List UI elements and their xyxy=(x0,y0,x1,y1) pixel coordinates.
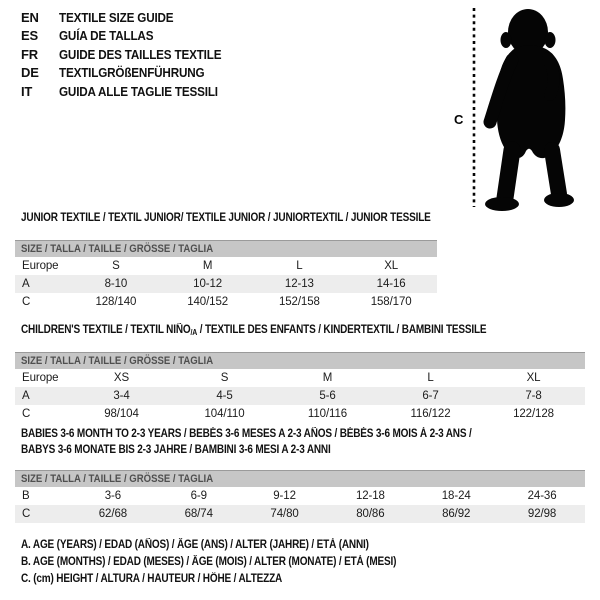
size-cell: 74/80 xyxy=(270,508,299,520)
size-cell: 158/170 xyxy=(370,296,412,308)
size-header-label: SIZE / TALLA / TAILLE / GRÖSSE / TAGLIA xyxy=(21,355,214,367)
size-cell: S xyxy=(112,260,120,272)
language-label-text: TEXTILGRÖßENFÜHRUNG xyxy=(59,65,205,81)
size-header-label: SIZE / TALLA / TAILLE / GRÖSSE / TAGLIA xyxy=(21,473,214,485)
babies-size-table xyxy=(15,470,585,523)
size-cell: 92/98 xyxy=(527,508,557,520)
row-label-cell: C xyxy=(22,508,31,520)
language-item-de xyxy=(21,64,239,83)
junior-section-title-text: JUNIOR TEXTILE / TEXTIL JUNIOR/ TEXTILE JUNIOR / JUNIORTEXTIL / JUNIOR TESSILE xyxy=(21,212,431,224)
language-label-text: GUIDE DES TAILLES TEXTILE xyxy=(59,46,222,62)
note-c-text: C. (cm) HEIGHT / ALTURA / HAUTEUR / HÖHE / ALTEZZA xyxy=(21,573,283,586)
language-label-text: GUIDA ALLE TAGLIE TESSILI xyxy=(59,83,218,99)
row-label-cell: B xyxy=(22,490,30,502)
language-label xyxy=(59,28,164,43)
row-label-cell: C xyxy=(22,296,31,308)
size-cell: 68/74 xyxy=(184,508,213,520)
language-item-fr xyxy=(21,45,239,64)
language-list xyxy=(21,8,239,101)
language-label xyxy=(59,65,221,80)
note-b xyxy=(21,556,452,573)
size-cell: 110/116 xyxy=(307,408,348,420)
size-cell: M xyxy=(202,260,213,272)
language-label xyxy=(59,10,186,25)
language-label xyxy=(59,47,239,62)
note-a-text: A. AGE (YEARS) / EDAD (AÑOS) / ÂGE (ANS) / ALTER (JAHRE) / ETÀ (ANNI) xyxy=(21,539,369,551)
table-row-height xyxy=(15,405,585,423)
children-title-subscript: /A xyxy=(190,328,198,337)
row-label-cell: C xyxy=(22,408,31,420)
size-cell: 8-10 xyxy=(104,278,128,290)
size-header-bar xyxy=(15,240,437,257)
size-header-bar xyxy=(15,352,585,369)
size-cell: XL xyxy=(526,372,541,384)
table-row-height xyxy=(15,505,585,523)
children-table-grid xyxy=(15,369,585,423)
language-code: ES xyxy=(21,28,38,44)
language-label-text: GUÍA DE TALLAS xyxy=(59,28,154,44)
size-cell: 128/140 xyxy=(95,296,137,308)
size-header-label: SIZE / TALLA / TAILLE / GRÖSSE / TAGLIA xyxy=(21,243,214,255)
row-label-cell: Europe xyxy=(22,260,59,272)
size-cell: 6-7 xyxy=(422,390,439,402)
size-cell: 140/152 xyxy=(187,296,229,308)
row-label-cell: A xyxy=(22,278,30,290)
table-row-age xyxy=(15,387,585,405)
children-size-table xyxy=(15,352,585,423)
language-item-it xyxy=(21,82,239,101)
size-cell: L xyxy=(427,372,434,384)
children-title-suffix: / TEXTILE DES ENFANTS / KINDERTEXTIL / BAMBINI TESSILE xyxy=(197,324,487,336)
size-header-bar xyxy=(15,470,585,487)
junior-section-title xyxy=(21,212,492,225)
size-cell: XS xyxy=(113,372,130,384)
note-a xyxy=(21,539,452,556)
table-row-age-months xyxy=(15,487,585,505)
table-row-age xyxy=(15,275,437,293)
language-code: DE xyxy=(21,65,39,81)
size-cell: 18-24 xyxy=(441,490,471,502)
measure-label-c: C xyxy=(454,112,464,127)
size-cell: S xyxy=(220,372,229,384)
babies-section-title xyxy=(21,426,539,458)
size-cell: 80/86 xyxy=(356,508,385,520)
row-label-cell: A xyxy=(22,390,30,402)
children-section-title-text xyxy=(21,324,486,339)
baby-figure xyxy=(452,2,600,214)
babies-table-grid xyxy=(15,487,585,523)
size-cell: 12-18 xyxy=(355,490,385,502)
size-cell: 5-6 xyxy=(319,390,336,402)
size-cell: 12-13 xyxy=(284,278,314,290)
language-code: IT xyxy=(21,83,33,99)
size-cell: 14-16 xyxy=(376,278,406,290)
size-cell: L xyxy=(296,260,303,272)
size-cell: 98/104 xyxy=(104,408,139,420)
legend-notes xyxy=(21,539,452,591)
size-cell: 6-9 xyxy=(190,490,207,502)
size-cell: 9-12 xyxy=(273,490,296,502)
size-cell: 116/122 xyxy=(410,408,451,420)
row-label-cell: Europe xyxy=(22,372,59,384)
language-label-text: TEXTILE SIZE GUIDE xyxy=(59,9,174,25)
note-c xyxy=(21,573,452,590)
table-row-europe xyxy=(15,369,585,387)
size-cell: 3-4 xyxy=(113,390,130,402)
size-cell: 152/158 xyxy=(278,296,320,308)
language-code: EN xyxy=(21,9,39,25)
language-code: FR xyxy=(21,46,38,62)
size-cell: 4-5 xyxy=(216,390,233,402)
size-cell: 62/68 xyxy=(98,508,128,520)
babies-title-line1: BABIES 3-6 MONTH TO 2-3 YEARS / BEBÉS 3-6 MESES A 2-3 AÑOS / BÉBÉS 3-6 MOIS À 2-3 ANS / xyxy=(21,428,472,440)
junior-table-grid xyxy=(15,257,437,311)
size-cell: 24-36 xyxy=(527,490,557,502)
children-section-title xyxy=(21,324,556,339)
junior-size-table xyxy=(15,240,437,311)
size-cell: 86/92 xyxy=(442,508,471,520)
language-item-en xyxy=(21,8,239,27)
size-cell: 10-12 xyxy=(193,278,223,290)
note-b-text: B. AGE (MONTHS) / EDAD (MESES) / ÂGE (MOIS) / ALTER (MONATE) / ETÀ (MESI) xyxy=(21,556,397,569)
size-cell: M xyxy=(322,372,333,384)
size-cell: 122/128 xyxy=(513,408,554,420)
language-item-es xyxy=(21,27,239,46)
language-label xyxy=(59,84,236,99)
size-cell: 3-6 xyxy=(104,490,122,502)
size-cell: 7-8 xyxy=(525,390,542,402)
children-title-prefix: CHILDREN'S TEXTILE / TEXTIL NIÑO xyxy=(21,324,191,336)
size-cell: 104/110 xyxy=(204,408,245,420)
babies-title-line2: BABYS 3-6 MONATE BIS 2-3 JAHRE / BAMBINI 3-6 MESI A 2-3 ANNI xyxy=(21,444,331,456)
table-row-europe xyxy=(15,257,437,275)
baby-silhouette-icon xyxy=(485,9,574,211)
table-row-height xyxy=(15,293,437,311)
size-cell: XL xyxy=(384,260,399,272)
